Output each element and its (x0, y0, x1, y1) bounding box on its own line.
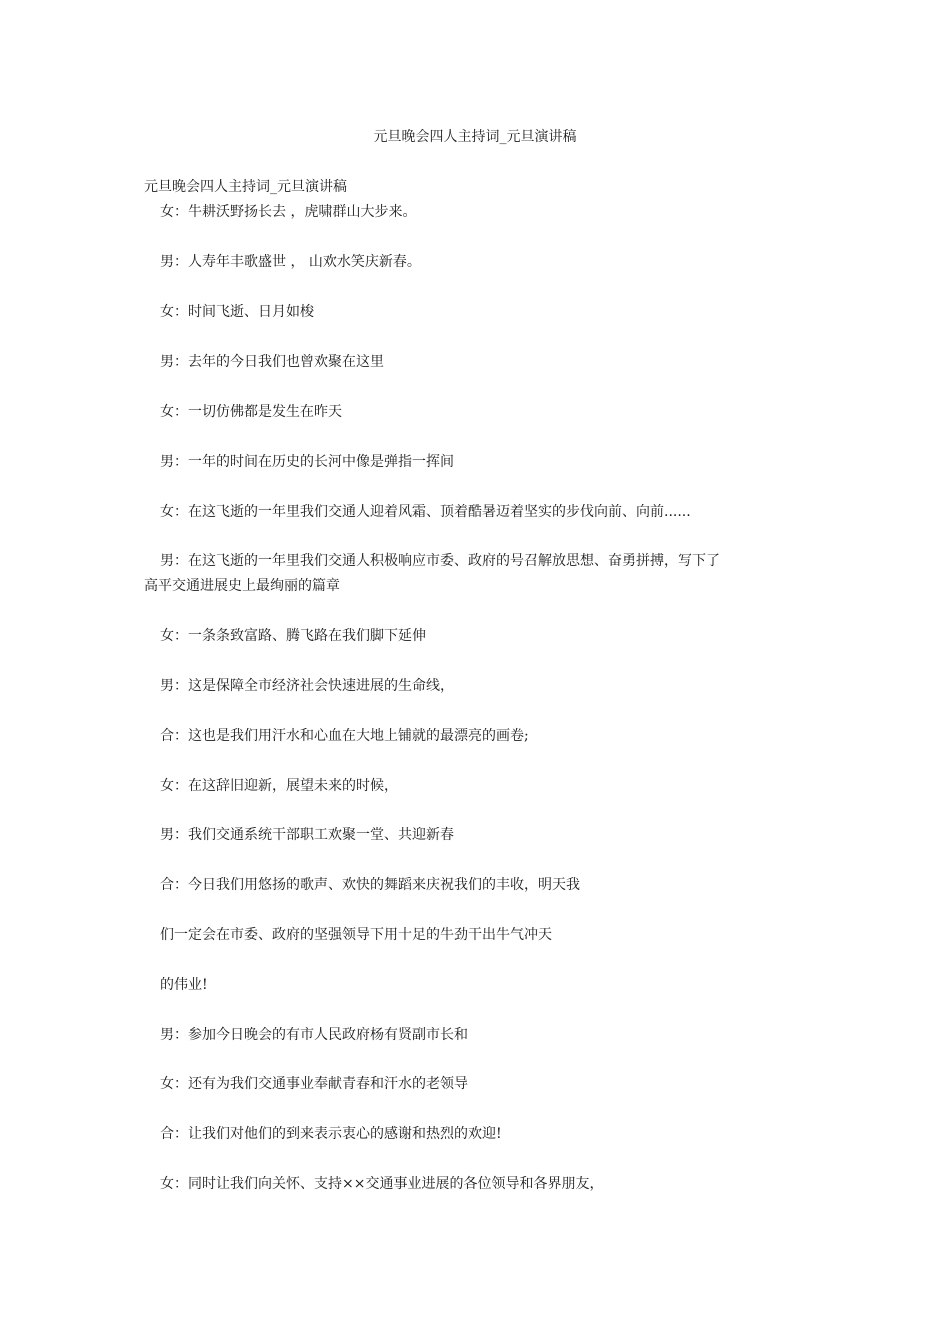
script-line: 女：还有为我们交通事业奉献青春和汗水的老领导 (160, 1076, 468, 1092)
script-line: 男：这是保障全市经济社会快速进展的生命线， (160, 678, 454, 694)
script-line: 合：让我们对他们的到来表示衷心的感谢和热烈的欢迎! (160, 1126, 502, 1142)
script-line: 女：时间飞逝、日月如梭 (160, 304, 314, 320)
script-line: 女：一切仿佛都是发生在昨天 (160, 404, 342, 420)
script-line: 女：一条条致富路、腾飞路在我们脚下延伸 (160, 628, 426, 644)
script-line: 们一定会在市委、政府的坚强领导下用十足的牛劲干出牛气冲天 (160, 927, 552, 943)
script-line: 男：参加今日晚会的有市人民政府杨有贤副市长和 (160, 1027, 468, 1043)
script-line: 男：一年的时间在历史的长河中像是弹指一挥间 (160, 454, 454, 470)
script-line: 的伟业! (160, 977, 208, 993)
script-line: 女：同时让我们向关怀、支持××交通事业进展的各位领导和各界朋友， (160, 1176, 604, 1192)
document-subtitle: 元旦晚会四人主持词_元旦演讲稿 (144, 179, 347, 195)
script-line: 合：今日我们用悠扬的歌声、欢快的舞蹈来庆祝我们的丰收，明天我 (160, 877, 580, 893)
script-line: 女：在这飞逝的一年里我们交通人迎着风霜、顶着酷暑迈着坚实的步伐向前、向前...... (160, 504, 691, 520)
script-line: 男：我们交通系统干部职工欢聚一堂、共迎新春 (160, 827, 454, 843)
script-line: 合：这也是我们用汗水和心血在大地上铺就的最漂亮的画卷; (160, 728, 529, 744)
script-line: 女：在这辞旧迎新，展望未来的时候， (160, 778, 398, 794)
script-line: 男：人寿年丰歌盛世 ， 山欢水笑庆新春。 (160, 254, 421, 270)
script-line: 女：牛耕沃野扬长去 ，虎啸群山大步来。 (160, 204, 417, 220)
script-line: 男：去年的今日我们也曾欢聚在这里 (160, 354, 384, 370)
script-line: 男：在这飞逝的一年里我们交通人积极响应市委、政府的号召解放思想、奋勇拼搏，写下了 (160, 553, 720, 569)
script-line-continuation: 高平交通进展史上最绚丽的篇章 (144, 578, 340, 594)
document-title: 元旦晚会四人主持词_元旦演讲稿 (373, 129, 577, 145)
